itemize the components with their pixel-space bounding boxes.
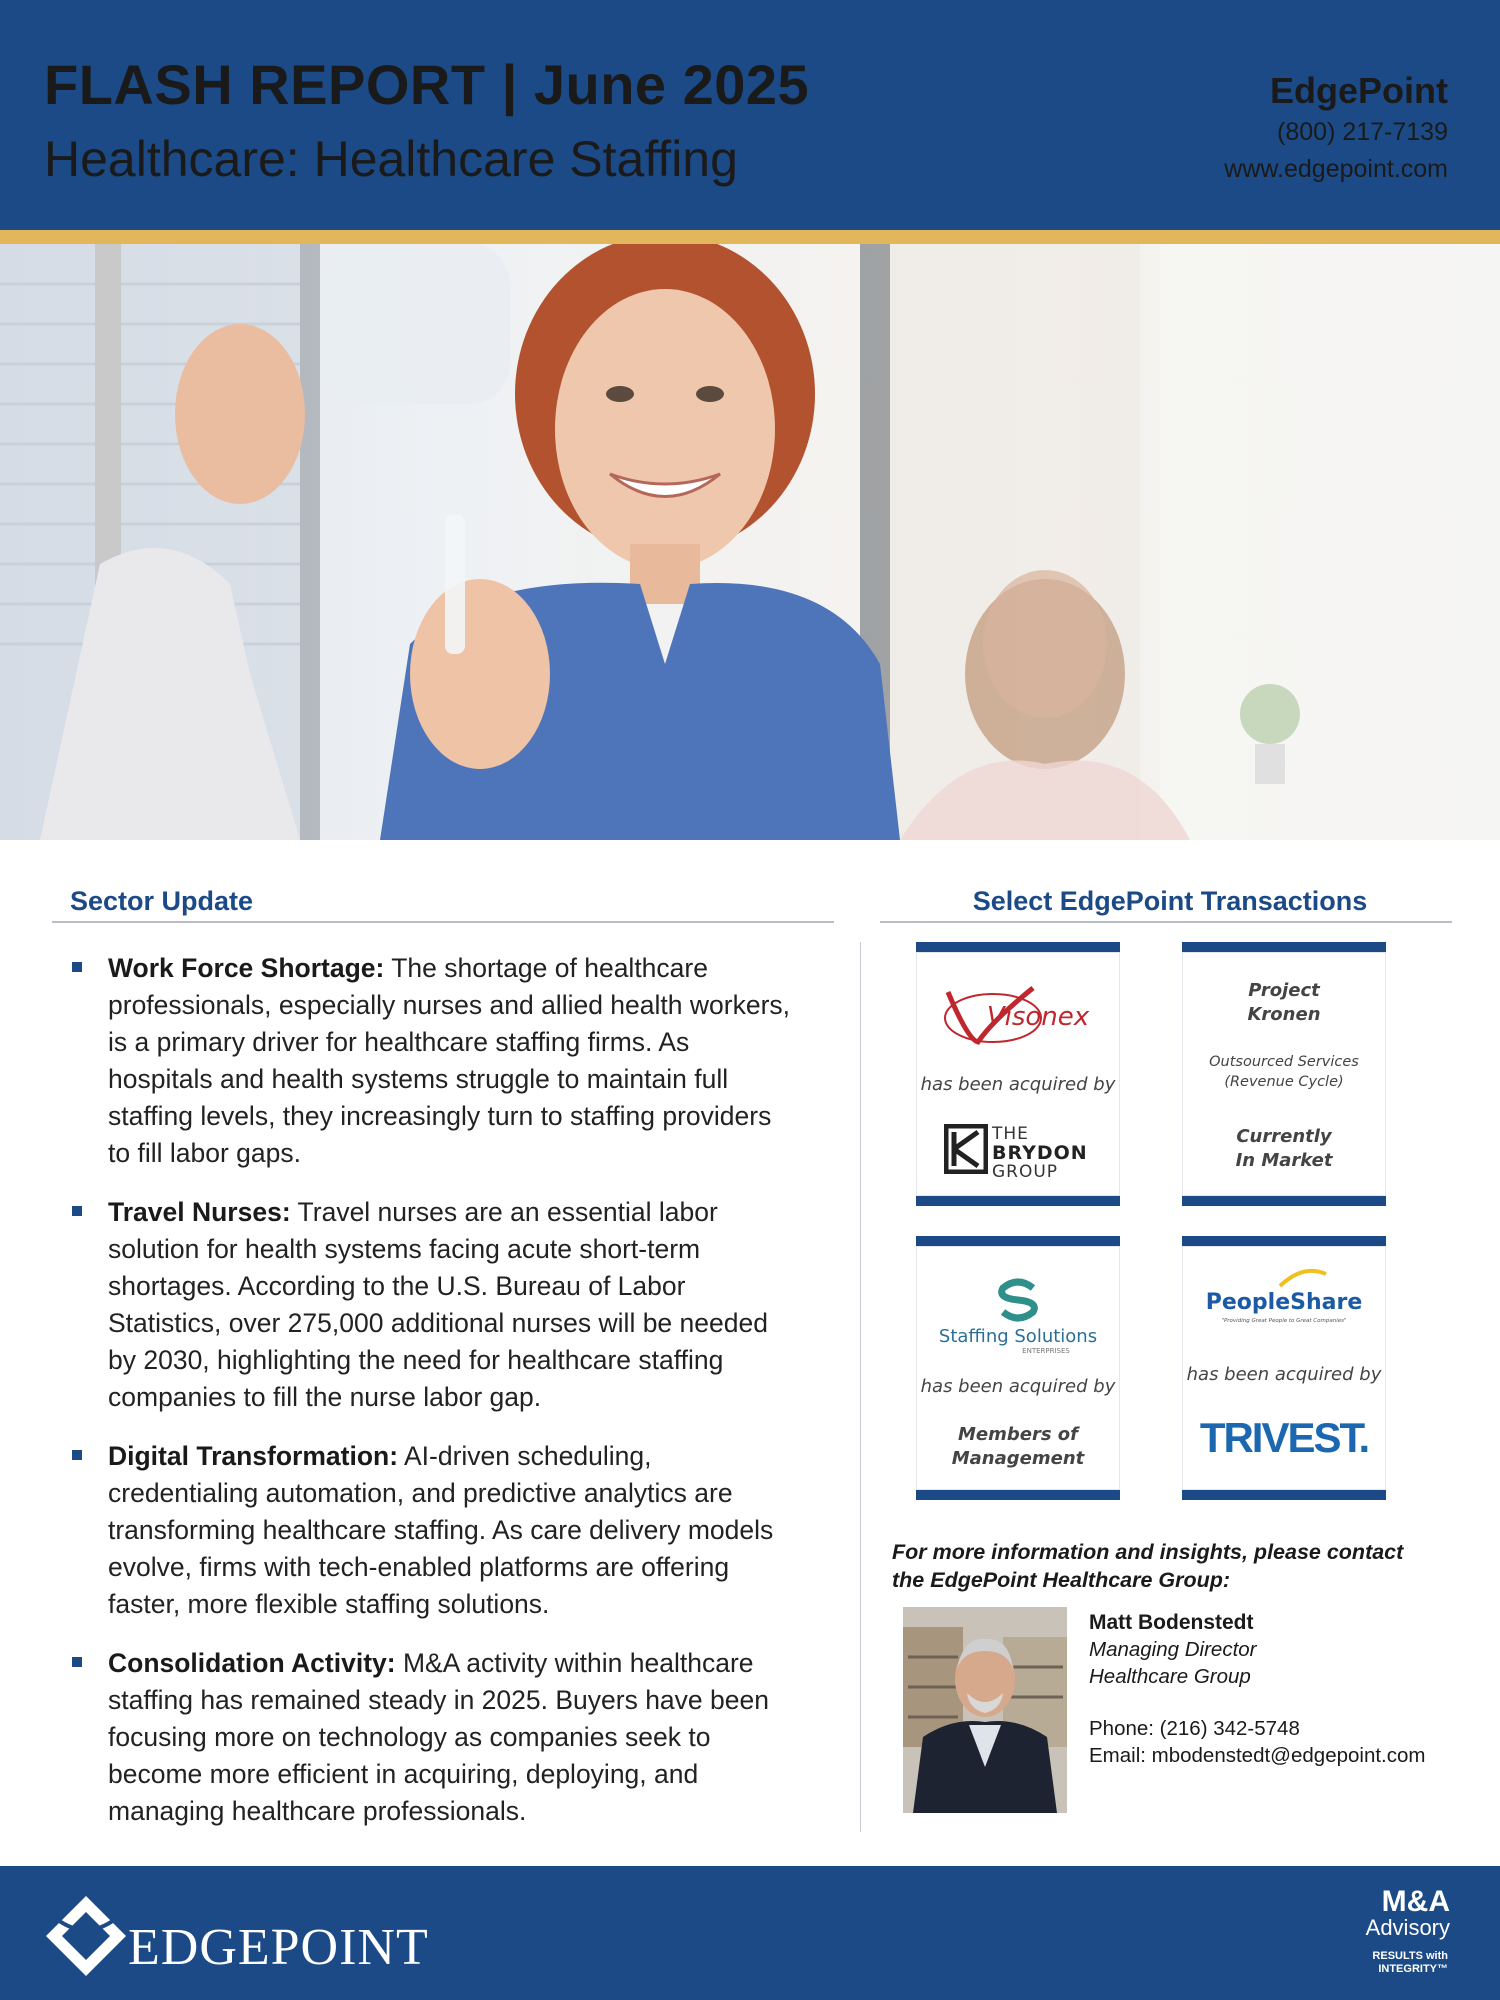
card-acquirer-logo: TRIVEST. — [1199, 1414, 1369, 1461]
bullet-square-icon — [72, 1657, 82, 1667]
header-website[interactable]: www.edgepoint.com — [1224, 155, 1448, 183]
bullet-line: Travel nurses are an essential labor — [297, 1197, 718, 1227]
bullet-line: The shortage of healthcare — [391, 953, 708, 983]
nurse-patient-illustration — [0, 244, 1500, 840]
bullet-line: managing healthcare professionals. — [108, 1796, 527, 1826]
sector-update-bullets — [70, 950, 830, 1852]
bullet-square-icon — [72, 962, 82, 972]
bullet-digital-transformation — [70, 1438, 830, 1623]
bullet-title: Consolidation Activity: — [108, 1648, 396, 1678]
card-status-line: In Market — [1235, 1150, 1333, 1171]
badge-advisory: Advisory — [1365, 1915, 1450, 1940]
bullet-square-icon — [72, 1206, 82, 1216]
bullet-line: faster, more flexible staffing solutions. — [108, 1589, 550, 1619]
bullet-line: shortages. According to the U.S. Bureau of Labor — [108, 1271, 686, 1301]
contact-intro-line: For more information and insights, please contact — [892, 1540, 1404, 1564]
card-caption: has been acquired by — [920, 1376, 1116, 1397]
header-brand: EdgePoint — [1270, 70, 1448, 111]
bullet-line: professionals, especially nurses and allied health workers, — [108, 990, 790, 1020]
column-divider — [860, 942, 861, 1832]
bullet-line: staffing has remained steady in 2025. Buyers have been — [108, 1685, 769, 1715]
bullet-travel-nurses — [70, 1194, 830, 1416]
sector-update-heading: Sector Update — [70, 886, 254, 916]
header-phone: (800) 217-7139 — [1277, 118, 1448, 146]
bullet-line: focusing more on technology as companies seek to — [108, 1722, 711, 1752]
bullet-workforce-shortage — [70, 950, 830, 1172]
contact-email[interactable]: Email: mbodenstedt@edgepoint.com — [1089, 1744, 1426, 1767]
bullet-line: credentialing automation, and predictive analytics are — [108, 1478, 733, 1508]
card-target-name: Staffing Solutions — [938, 1326, 1098, 1347]
transactions-heading: Select EdgePoint Transactions — [972, 886, 1368, 916]
transaction-card-visonex[interactable] — [916, 942, 1120, 1206]
edgepoint-logo-icon — [40, 1890, 132, 1982]
bullet-line: transforming healthcare staffing. As care delivery models — [108, 1515, 774, 1545]
contact-intro — [892, 1538, 1452, 1594]
bullet-line: M&A activity within healthcare — [402, 1648, 754, 1678]
bullet-line: by 2030, highlighting the need for healthcare staffing — [108, 1345, 724, 1375]
card-target-name: Visonex — [986, 1002, 1090, 1032]
card-acquirer-line: Members of — [957, 1424, 1079, 1445]
badge-ma: M&A — [1381, 1885, 1450, 1918]
bullet-line: companies to fill the nurse labor gap. — [108, 1382, 542, 1412]
bullet-title: Travel Nurses: — [108, 1197, 291, 1227]
peopleshare-swoosh-icon — [1278, 1268, 1328, 1288]
card-desc-line: (Revenue Cycle) — [1224, 1074, 1344, 1090]
gold-divider — [0, 230, 1500, 244]
bullet-square-icon — [72, 1450, 82, 1460]
bullet-line: solution for health systems facing acute short-term — [108, 1234, 701, 1264]
section-rule — [52, 921, 834, 923]
badge-tagline-line: RESULTS with — [1372, 1950, 1448, 1962]
card-caption: has been acquired by — [1186, 1364, 1382, 1385]
bullet-line: staffing levels, they increasingly turn to staffing providers — [108, 1101, 772, 1131]
report-title: FLASH REPORT | June 2025 — [44, 53, 810, 116]
contact-headshot — [903, 1607, 1067, 1813]
brydon-logo-icon — [944, 1124, 988, 1174]
transaction-card-peopleshare[interactable] — [1182, 1236, 1386, 1500]
card-acquirer-line: Management — [951, 1448, 1085, 1469]
contact-role: Managing Director — [1089, 1638, 1257, 1661]
card-status-line: Currently — [1236, 1126, 1332, 1147]
contact-name: Matt Bodenstedt — [1089, 1611, 1254, 1634]
card-caption: has been acquired by — [920, 1074, 1116, 1095]
card-desc-line: Outsourced Services — [1209, 1054, 1359, 1070]
bullet-title: Work Force Shortage: — [108, 953, 385, 983]
footer-logo-text: EDGEPOINT — [128, 1919, 429, 1976]
card-target-name: PeopleShare — [1205, 1290, 1363, 1315]
card-acquirer-line: BRYDON — [992, 1142, 1088, 1164]
badge-tagline-line: INTEGRITY™ — [1378, 1963, 1448, 1975]
card-target-tagline: "Providing Great People to Great Companies" — [1221, 1318, 1347, 1324]
bullet-consolidation-activity — [70, 1645, 830, 1830]
section-rule — [880, 921, 1452, 923]
transaction-card-staffing-solutions[interactable] — [916, 1236, 1120, 1500]
card-title-line: Kronen — [1247, 1004, 1321, 1025]
report-subtitle: Healthcare: Healthcare Staffing — [44, 131, 738, 187]
bullet-line: is a primary driver for healthcare staffing firms. As — [108, 1027, 690, 1057]
card-acquirer-line: GROUP — [992, 1162, 1059, 1182]
transaction-card-project-kronen[interactable] — [1182, 942, 1386, 1206]
bullet-line: evolve, firms with tech-enabled platforms are offering — [108, 1552, 730, 1582]
contact-group: Healthcare Group — [1089, 1665, 1251, 1688]
card-acquirer-line: THE — [992, 1124, 1029, 1144]
bullet-line: AI-driven scheduling, — [403, 1441, 652, 1471]
card-target-sub: ENTERPRISES — [1022, 1347, 1070, 1355]
card-title-line: Project — [1248, 980, 1320, 1001]
contact-intro-line: the EdgePoint Healthcare Group: — [892, 1568, 1231, 1592]
avatar — [903, 1607, 1067, 1813]
contact-phone: Phone: (216) 342-5748 — [1089, 1717, 1300, 1740]
bullet-line: to fill labor gaps. — [108, 1138, 301, 1168]
bullet-line: become more efficient in acquiring, deploying, and — [108, 1759, 699, 1789]
badge-tagline — [1372, 1950, 1448, 1976]
bullet-line: hospitals and health systems struggle to maintain full — [108, 1064, 729, 1094]
bullet-line: Statistics, over 275,000 additional nurses will be needed — [108, 1308, 768, 1338]
bullet-title: Digital Transformation: — [108, 1441, 399, 1471]
hero-photo — [0, 244, 1500, 840]
staffing-solutions-logo-icon — [993, 1278, 1043, 1322]
